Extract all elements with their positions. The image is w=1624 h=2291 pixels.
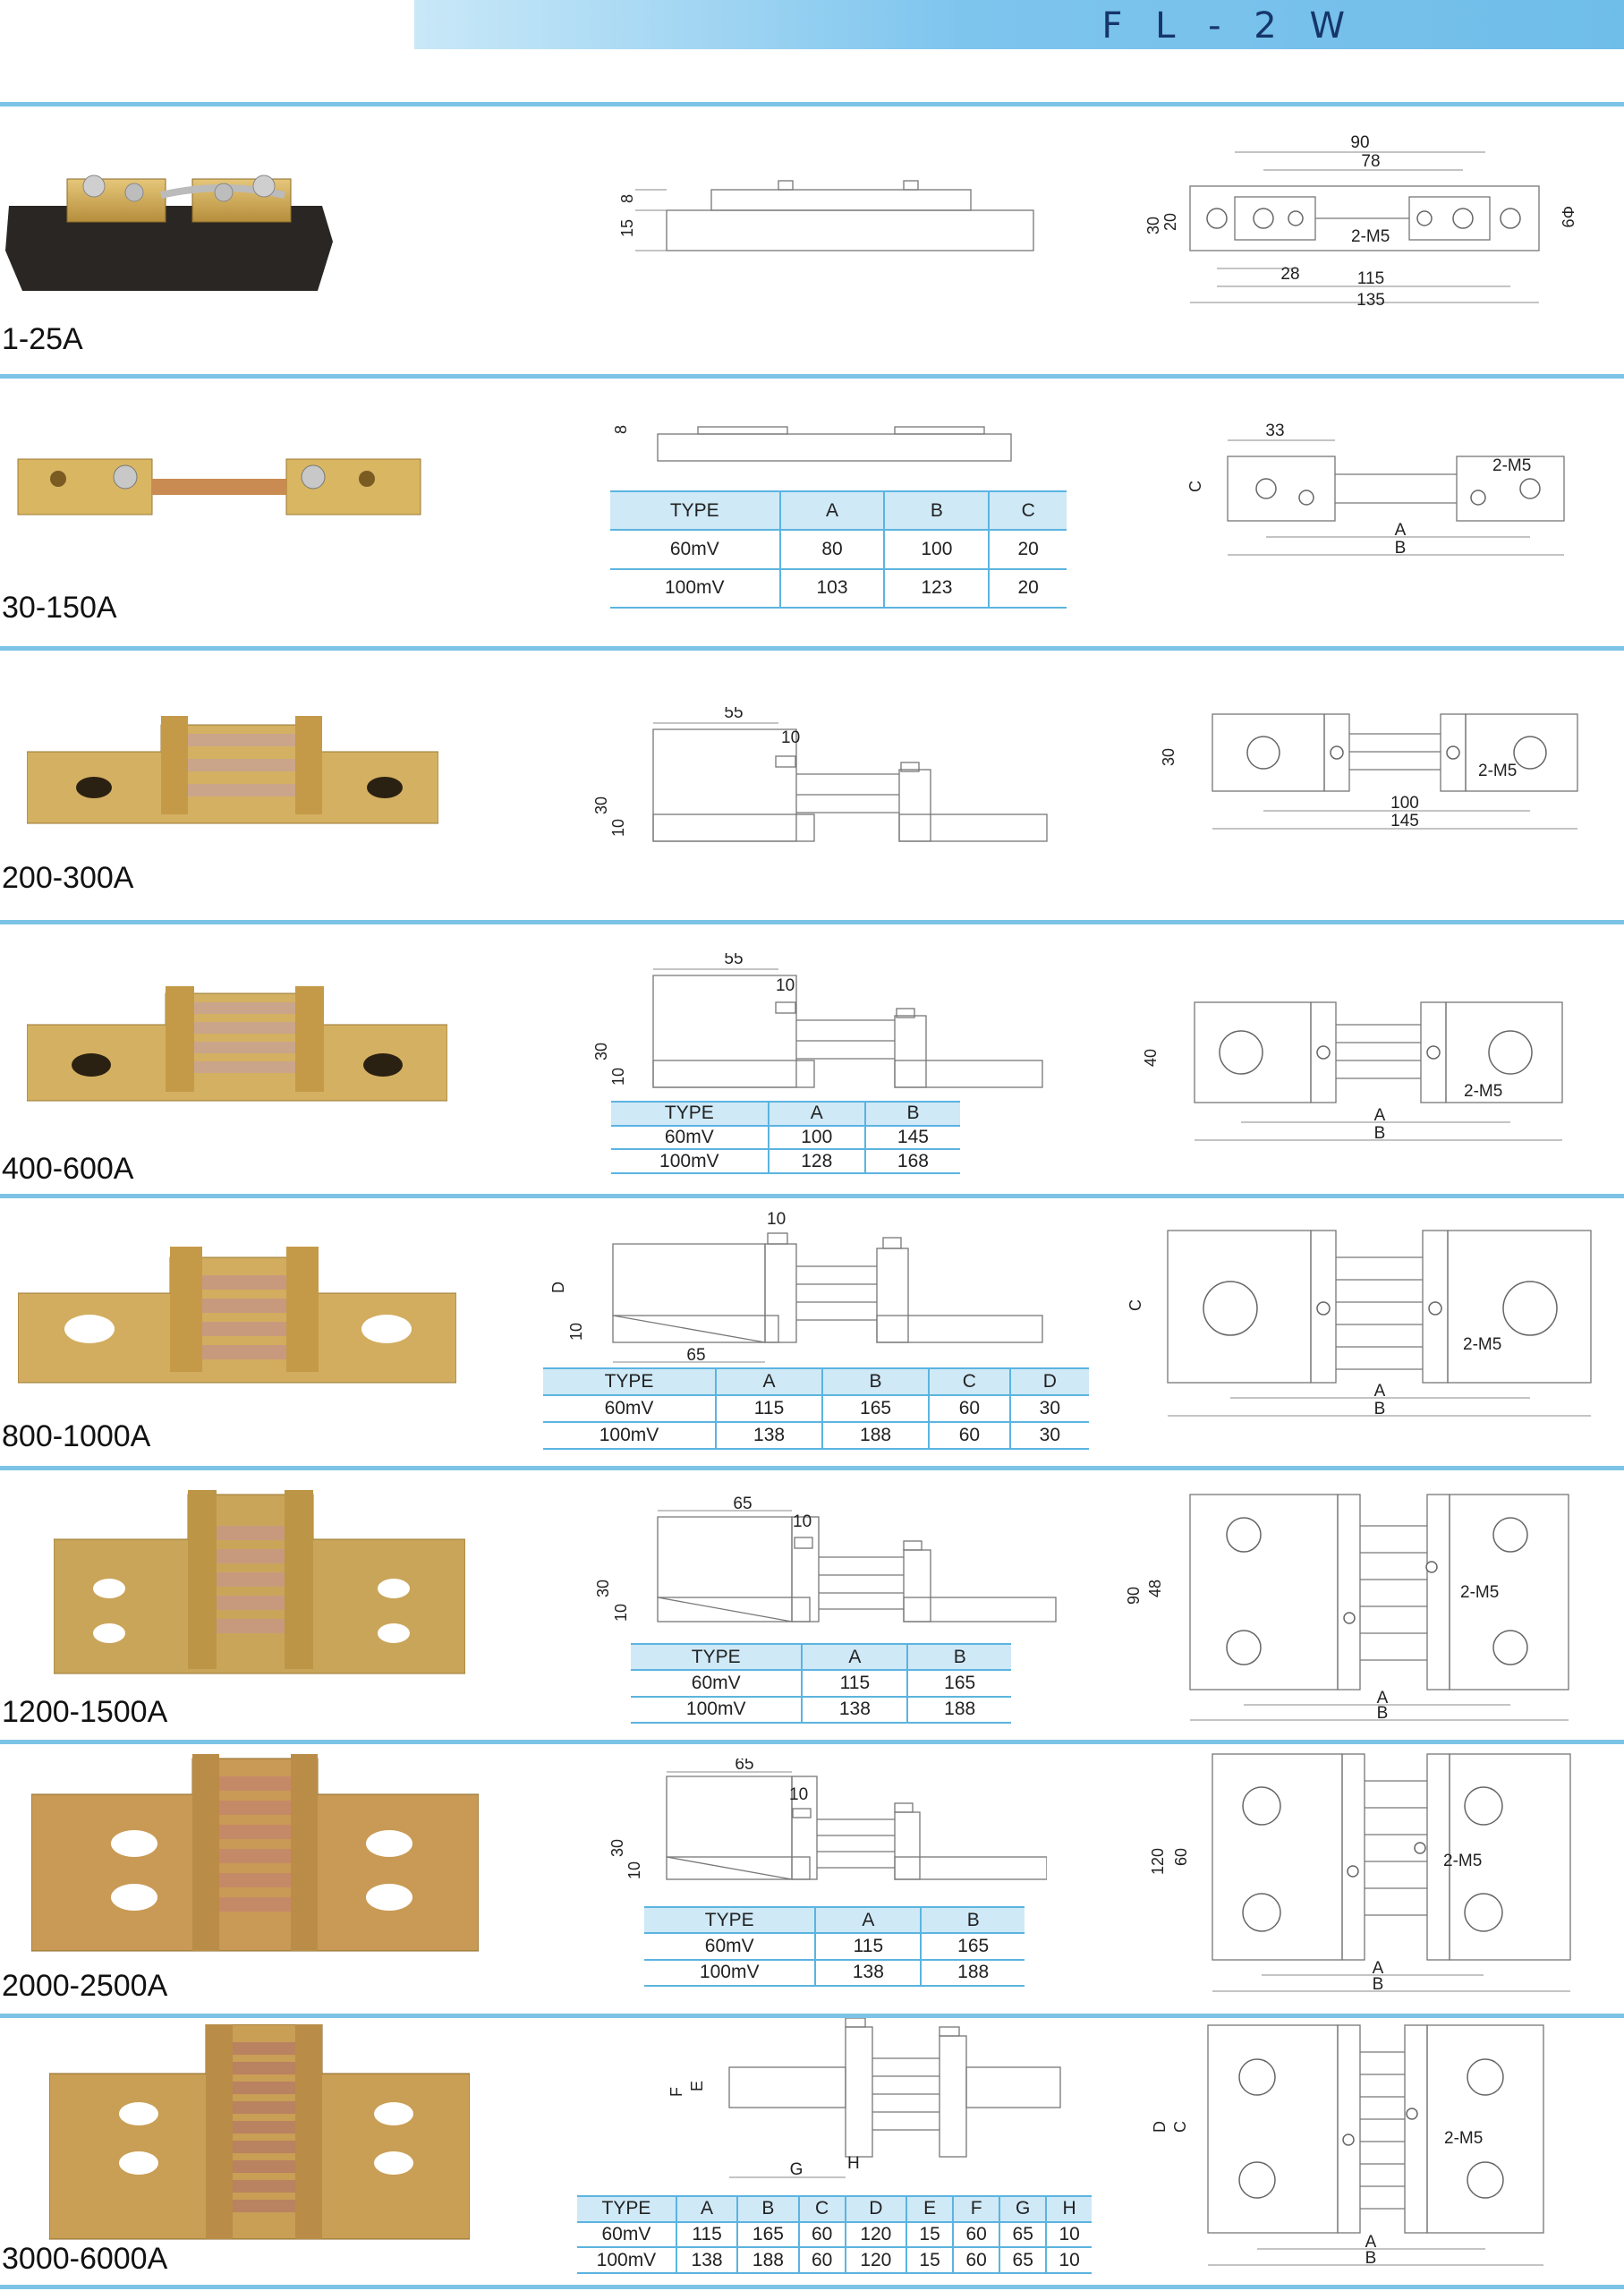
screw-label: 2-M5: [1464, 1082, 1503, 1101]
table-cell: 138: [716, 1422, 822, 1449]
dim-label: 30: [592, 1042, 610, 1060]
top-view-drawing: [1136, 993, 1584, 1154]
table-cell: 188: [822, 1422, 929, 1449]
top-view-drawing: [1136, 1750, 1584, 2000]
table-cell: 100mV: [611, 1149, 769, 1173]
side-view-drawing: [591, 953, 1056, 1096]
dim-label: 20: [1161, 212, 1179, 231]
dim-label: 8: [618, 193, 636, 203]
shunt-photo: [27, 975, 447, 1110]
table-cell: 80: [780, 530, 885, 568]
table-cell: E: [906, 2196, 953, 2222]
table-cell: A: [802, 1644, 907, 1670]
table-cell: 65: [999, 2222, 1046, 2248]
dim-label: 30: [1144, 216, 1162, 234]
dim-label: 145: [1390, 812, 1419, 830]
spec-table: [644, 1906, 1025, 1987]
dim-label: A: [1365, 2233, 1377, 2252]
dim-label: 10: [793, 1512, 812, 1531]
dim-label: 65: [733, 1495, 752, 1513]
dim-label: 100: [1390, 794, 1419, 813]
side-view-drawing: [591, 707, 1056, 850]
table-cell: 60: [953, 2247, 999, 2273]
table-cell: 20: [1017, 577, 1039, 599]
table-cell: B: [822, 1368, 929, 1395]
table-cell: 30: [1039, 1398, 1061, 1418]
table-cell: A: [769, 1102, 865, 1126]
dim-label: 135: [1356, 291, 1385, 310]
divider: [0, 1466, 1624, 1470]
spec-table: [543, 1367, 1089, 1450]
dim-label: D: [1151, 2121, 1169, 2133]
table-cell: 60: [929, 1395, 1010, 1422]
dim-label: 10: [567, 1322, 585, 1341]
dim-label: 30: [608, 1838, 626, 1857]
table-cell: A: [716, 1368, 822, 1395]
table-cell: 60mV: [611, 1126, 769, 1150]
divider: [0, 1740, 1624, 1744]
table-cell: 100: [769, 1126, 865, 1150]
table-cell: D: [1010, 1368, 1089, 1395]
table-cell: 60: [799, 2247, 846, 2273]
table-cell: 60mV: [543, 1395, 716, 1422]
dim-label: D: [549, 1282, 567, 1293]
table-cell: B: [737, 2196, 798, 2222]
table-cell: H: [1046, 2196, 1092, 2222]
screw-label: 2-M5: [1492, 456, 1532, 475]
hole-label: Φ9: [1559, 206, 1577, 228]
screw-label: 2-M5: [1351, 227, 1390, 246]
table-cell: 188: [957, 1962, 990, 1983]
screw-label: 2-M5: [1460, 1583, 1500, 1602]
dim-label: 90: [1125, 1586, 1143, 1605]
dim-label: 115: [1356, 269, 1385, 288]
spec-table: [611, 1101, 960, 1174]
range-label: 400-600A: [2, 1152, 134, 1186]
dim-label: 10: [609, 818, 627, 837]
table-cell: 60mV: [644, 1933, 815, 1959]
shunt-photo: [0, 143, 340, 304]
dim-label: B: [1376, 1704, 1389, 1723]
spec-table: [631, 1643, 1011, 1724]
table-cell: C: [989, 491, 1067, 530]
table-cell: 165: [822, 1395, 929, 1422]
dim-label: 10: [612, 1603, 630, 1622]
table-cell: TYPE: [610, 491, 780, 530]
dim-label: 65: [686, 1346, 706, 1365]
table-cell: 128: [769, 1149, 865, 1173]
table-cell: A: [676, 2196, 737, 2222]
dim-label: 10: [767, 1210, 786, 1229]
table-cell: TYPE: [644, 1907, 815, 1933]
divider: [0, 374, 1624, 379]
dim-label: B: [1373, 1124, 1386, 1143]
divider: [0, 646, 1624, 651]
screw-label: 2-M5: [1444, 2129, 1484, 2148]
table-cell: 138: [802, 1697, 907, 1723]
dim-label: G: [789, 2160, 803, 2179]
table-cell: 120: [846, 2222, 906, 2248]
top-view-drawing: [1136, 2021, 1584, 2276]
table-cell: D: [846, 2196, 906, 2222]
table-cell: 138: [815, 1960, 921, 1986]
table-cell: 103: [780, 569, 885, 608]
table-cell: 30: [1039, 1425, 1061, 1445]
table-cell: 168: [897, 1150, 929, 1171]
table-cell: TYPE: [611, 1102, 769, 1126]
divider: [0, 920, 1624, 924]
side-view-drawing: [546, 1208, 1083, 1365]
dim-label: H: [847, 2154, 860, 2173]
table-cell: 138: [676, 2247, 737, 2273]
dim-label: C: [1186, 481, 1204, 492]
dim-label: B: [1365, 2249, 1377, 2268]
page-title: F L - 2 W: [1101, 5, 1356, 47]
dim-label: 48: [1146, 1579, 1164, 1597]
dim-label: A: [1394, 521, 1407, 540]
screw-label: 2-M5: [1463, 1335, 1502, 1354]
table-cell: C: [799, 2196, 846, 2222]
table-cell: 165: [737, 2222, 798, 2248]
table-cell: 10: [1059, 2249, 1080, 2270]
range-label: 200-300A: [2, 861, 134, 895]
table-cell: B: [865, 1102, 960, 1126]
dim-label: 8: [612, 424, 630, 434]
table-cell: 100mV: [610, 569, 780, 608]
dim-label: 60: [1172, 1847, 1190, 1866]
table-cell: TYPE: [577, 2196, 676, 2222]
dim-label: F: [667, 2087, 685, 2097]
table-cell: 115: [676, 2222, 737, 2248]
dim-label: B: [1372, 1975, 1384, 1994]
table-cell: 100: [884, 530, 989, 568]
dim-label: 15: [618, 218, 636, 237]
table-cell: G: [999, 2196, 1046, 2222]
dim-label: 78: [1361, 152, 1381, 171]
dim-label: 10: [609, 1067, 627, 1086]
dim-label: 30: [592, 796, 610, 814]
table-cell: 60: [929, 1422, 1010, 1449]
range-label: 2000-2500A: [2, 1969, 168, 2003]
dim-label: 10: [625, 1861, 643, 1879]
dim-label: 65: [735, 1759, 754, 1774]
table-cell: 60: [799, 2222, 846, 2248]
table-cell: TYPE: [543, 1368, 716, 1395]
table-cell: 188: [737, 2247, 798, 2273]
range-label: 1200-1500A: [2, 1695, 168, 1729]
table-cell: 115: [815, 1933, 921, 1959]
table-cell: 60mV: [577, 2222, 676, 2248]
side-view-drawing: [608, 407, 1020, 479]
shunt-photo: [18, 1239, 456, 1392]
header-band: [414, 0, 1624, 49]
dim-label: B: [1394, 539, 1407, 558]
table-cell: 100mV: [543, 1422, 716, 1449]
table-cell: A: [780, 491, 885, 530]
dim-label: A: [1373, 1106, 1386, 1125]
table-cell: 100mV: [577, 2247, 676, 2273]
table-cell: 20: [1017, 538, 1039, 559]
dim-label: E: [688, 2080, 706, 2091]
table-cell: 15: [906, 2222, 953, 2248]
table-cell: 100mV: [631, 1697, 802, 1723]
table-cell: 15: [906, 2247, 953, 2273]
top-view-drawing: [1145, 698, 1593, 850]
side-view-drawing: [662, 2018, 1074, 2179]
table-cell: 60: [953, 2222, 999, 2248]
top-view-drawing: [1136, 125, 1584, 313]
dim-label: 10: [781, 728, 801, 747]
table-cell: 123: [884, 569, 989, 608]
side-view-drawing: [599, 1759, 1047, 1884]
screw-label: 2-M5: [1443, 1852, 1483, 1870]
dim-label: A: [1373, 1382, 1386, 1401]
dim-label: 55: [724, 707, 744, 722]
table-cell: 120: [846, 2247, 906, 2273]
range-label: 1-25A: [2, 322, 83, 356]
dim-label: 33: [1265, 422, 1285, 440]
table-cell: 10: [1059, 2223, 1080, 2244]
table-cell: 188: [944, 1699, 976, 1720]
dim-label: 90: [1350, 133, 1370, 152]
shunt-photo: [9, 443, 429, 532]
spec-table: [577, 2195, 1092, 2274]
shunt-photo: [27, 698, 438, 832]
divider: [0, 1194, 1624, 1198]
dim-label: 30: [594, 1579, 612, 1597]
dim-label: A: [1376, 1689, 1389, 1708]
top-view-drawing: [1181, 421, 1593, 573]
table-cell: F: [953, 2196, 999, 2222]
table-cell: 115: [716, 1395, 822, 1422]
table-cell: B: [907, 1644, 1011, 1670]
table-cell: C: [929, 1368, 1010, 1395]
top-view-drawing: [1118, 1490, 1584, 1732]
table-cell: B: [884, 491, 989, 530]
dim-label: B: [1373, 1400, 1386, 1418]
dim-label: 28: [1280, 265, 1300, 284]
dim-label: 10: [776, 976, 795, 995]
table-cell: A: [815, 1907, 921, 1933]
divider: [0, 2285, 1624, 2289]
side-view-drawing: [617, 170, 1047, 268]
table-cell: 100mV: [644, 1960, 815, 1986]
spec-table: [610, 490, 1067, 609]
divider: [0, 102, 1624, 106]
table-cell: 145: [897, 1126, 929, 1147]
dim-label: 10: [789, 1785, 809, 1804]
dim-label: 30: [1160, 747, 1178, 766]
table-cell: TYPE: [631, 1644, 802, 1670]
table-cell: 60mV: [631, 1670, 802, 1696]
dim-label: 40: [1142, 1048, 1160, 1067]
shunt-photo: [54, 1490, 465, 1678]
table-cell: 60mV: [610, 530, 780, 568]
dim-label: C: [1127, 1299, 1144, 1311]
range-label: 30-150A: [2, 591, 117, 625]
table-cell: 115: [802, 1670, 907, 1696]
table-cell: 165: [944, 1672, 976, 1693]
table-cell: B: [921, 1907, 1025, 1933]
table-cell: 165: [957, 1935, 990, 1956]
dim-label: 55: [724, 953, 744, 968]
dim-label: C: [1171, 2121, 1189, 2133]
top-view-drawing: [1118, 1226, 1602, 1427]
range-label: 3000-6000A: [2, 2242, 168, 2276]
dim-label: 120: [1149, 1847, 1167, 1875]
screw-label: 2-M5: [1478, 762, 1518, 780]
table-cell: 65: [999, 2247, 1046, 2273]
side-view-drawing: [591, 1495, 1074, 1629]
dim-label: A: [1372, 1959, 1384, 1978]
shunt-photo: [49, 2024, 470, 2248]
range-label: 800-1000A: [2, 1419, 151, 1453]
shunt-photo: [31, 1754, 479, 1960]
